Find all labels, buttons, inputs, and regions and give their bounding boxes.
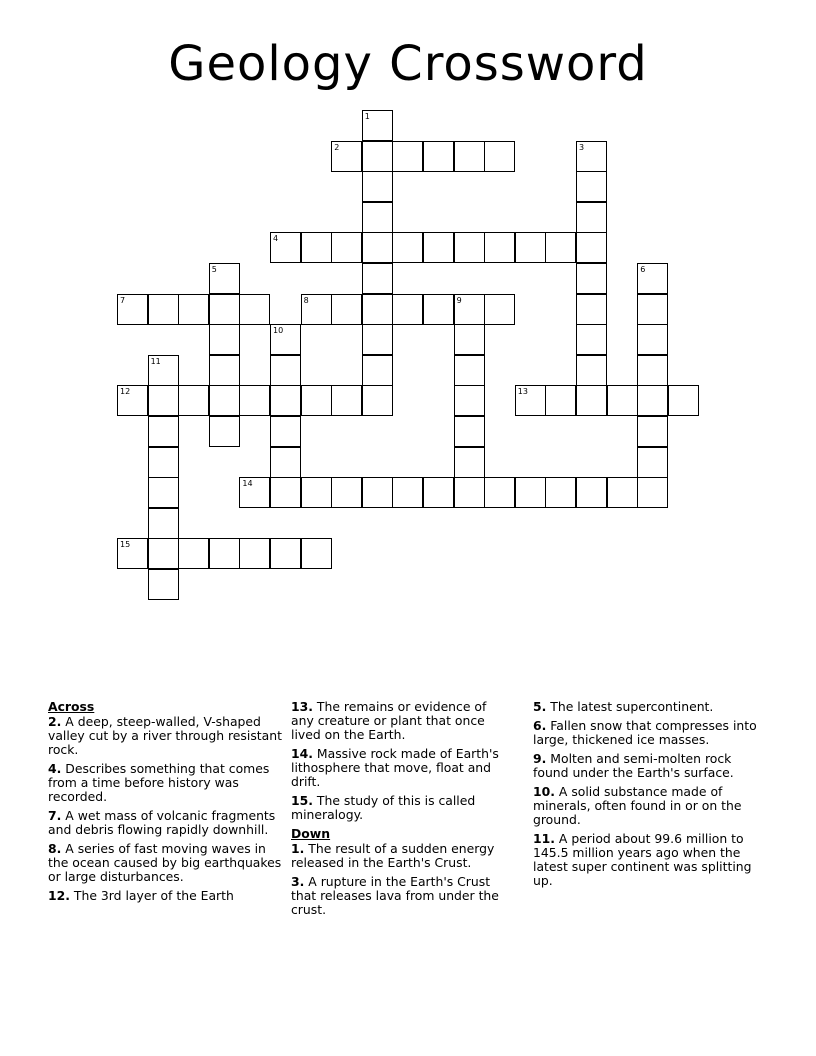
clue-down-10 [533,785,769,827]
clue-text: A rupture in the Earth's Crust that releases lava from under the crust. [291,874,499,917]
grid-cell[interactable] [515,385,546,416]
grid-cell[interactable] [270,355,301,386]
grid-cell[interactable] [362,355,393,386]
grid-cell[interactable] [270,324,301,355]
clue-text: The latest supercontinent. [550,699,714,714]
clues-column-1 [48,700,284,908]
grid-cell[interactable] [484,294,515,325]
grid-cell[interactable] [148,355,179,386]
grid-cell[interactable] [576,385,607,416]
grid-cell[interactable] [148,569,179,600]
grid-cell[interactable] [178,294,209,325]
grid-cell[interactable] [392,477,423,508]
grid-cell[interactable] [362,232,393,263]
grid-cell[interactable] [454,294,485,325]
grid-cell[interactable] [270,447,301,478]
grid-cell[interactable] [515,477,546,508]
grid-cell[interactable] [362,171,393,202]
grid-cell[interactable] [545,477,576,508]
grid-cell[interactable] [331,232,362,263]
clue-number: 15. [291,793,313,808]
clue-text: A solid substance made of minerals, often found in or on the ground. [533,784,742,827]
grid-cell[interactable] [362,294,393,325]
down-header: Down [291,826,331,841]
clue-number: 12. [48,888,70,903]
grid-cell[interactable] [301,294,332,325]
grid-cell[interactable] [637,355,668,386]
grid-cell[interactable] [637,477,668,508]
grid-cell[interactable] [270,385,301,416]
grid-cell[interactable] [239,477,270,508]
grid-cell[interactable] [148,385,179,416]
page-title: Geology Crossword [168,36,648,92]
clue-text: A period about 99.6 million to 145.5 million years ago when the latest super continent was splitting up. [533,831,752,888]
cell-number: 8 [303,295,309,305]
grid-cell[interactable] [209,263,240,294]
grid-cell[interactable] [576,477,607,508]
cell-number: 6 [640,265,646,274]
clue-number: 11. [533,831,555,846]
clue-across-12 [48,889,284,903]
grid-cell[interactable] [331,477,362,508]
clue-text: The 3rd layer of the Earth [73,888,234,903]
clue-text: Fallen snow that compresses into large, thickened ice masses. [533,718,757,747]
grid-cell[interactable] [637,385,668,416]
grid-cell[interactable] [178,385,209,416]
cell-number: 2 [334,142,340,152]
clues-column-3 [533,700,769,893]
grid-cell[interactable] [484,232,515,263]
grid-cell[interactable] [607,477,638,508]
grid-cell[interactable] [454,385,485,416]
grid-cell[interactable] [545,385,576,416]
clue-across-7 [48,809,284,837]
grid-cell[interactable] [515,232,546,263]
grid-cell[interactable] [301,385,332,416]
grid-cell[interactable] [637,447,668,478]
grid-cell[interactable] [239,538,270,569]
grid-cell[interactable] [148,477,179,508]
clue-across-14 [291,747,513,789]
grid-cell[interactable] [484,477,515,508]
grid-cell[interactable] [148,447,179,478]
grid-cell[interactable] [576,202,607,233]
clue-number: 6. [533,718,547,733]
grid-cell[interactable] [362,263,393,294]
cell-number: 12 [120,387,131,397]
cell-number: 4 [273,234,279,244]
clue-across-4 [48,762,284,804]
clue-number: 7. [48,808,62,823]
clue-down-5 [533,700,769,714]
grid-cell[interactable] [117,294,148,325]
clue-text: A wet mass of volcanic fragments and debris flowing rapidly downhill. [48,808,276,837]
clue-across-2 [48,715,284,757]
grid-cell[interactable] [454,355,485,386]
clue-text: A deep, steep-walled, V-shaped valley cut by a river through resistant rock. [48,714,282,757]
grid-cell[interactable] [239,294,270,325]
grid-cell[interactable] [362,385,393,416]
grid-cell[interactable] [117,538,148,569]
grid-cell[interactable] [392,294,423,325]
grid-cell[interactable] [637,294,668,325]
cell-number: 1 [364,112,370,121]
grid-cell[interactable] [454,141,485,172]
clue-text: Massive rock made of Earth's lithosphere that move, float and drift. [291,746,499,789]
grid-cell[interactable] [576,263,607,294]
grid-cell[interactable] [423,294,454,325]
grid-cell[interactable] [331,294,362,325]
clue-text: A series of fast moving waves in the ocean caused by big earthquakes or large disturbances. [48,841,282,884]
grid-cell[interactable] [362,110,393,141]
clue-number: 10. [533,784,555,799]
grid-cell[interactable] [209,416,240,447]
grid-cell[interactable] [209,385,240,416]
cell-number: 10 [273,326,284,336]
grid-cell[interactable] [607,385,638,416]
grid-cell[interactable] [637,324,668,355]
grid-cell[interactable] [209,324,240,355]
clue-number: 5. [533,699,547,714]
grid-cell[interactable] [209,538,240,569]
clue-number: 9. [533,751,547,766]
grid-cell[interactable] [637,416,668,447]
grid-cell[interactable] [209,355,240,386]
cell-number: 3 [579,142,585,152]
clue-text: Describes something that comes from a time before history was recorded. [48,761,270,804]
grid-cell[interactable] [209,294,240,325]
grid-cell[interactable] [148,294,179,325]
clue-number: 3. [291,874,305,889]
cell-number: 11 [150,356,161,366]
grid-cell[interactable] [423,141,454,172]
clue-number: 1. [291,841,305,856]
grid-cell[interactable] [301,477,332,508]
cell-number: 5 [211,265,217,274]
grid-cell[interactable] [148,538,179,569]
grid-cell[interactable] [484,141,515,172]
grid-cell[interactable] [576,294,607,325]
clue-down-6 [533,719,769,747]
cell-number: 13 [517,387,528,397]
clue-down-3 [291,875,513,917]
grid-cell[interactable] [331,141,362,172]
grid-cell[interactable] [270,416,301,447]
grid-cell[interactable] [423,477,454,508]
cell-number: 9 [456,295,462,305]
grid-cell[interactable] [454,232,485,263]
cell-number: 15 [120,540,131,550]
clue-down-1 [291,842,513,870]
clue-number: 2. [48,714,62,729]
clue-across-8 [48,842,284,884]
across-header: Across [48,699,95,714]
clue-number: 13. [291,699,313,714]
grid-cell[interactable] [362,141,393,172]
clue-text: The remains or evidence of any creature or plant that once lived on the Earth. [291,699,487,742]
grid-cell[interactable] [117,385,148,416]
clue-number: 8. [48,841,62,856]
clue-number: 4. [48,761,62,776]
grid-cell[interactable] [576,141,607,172]
grid-cell[interactable] [576,171,607,202]
grid-cell[interactable] [668,385,699,416]
grid-cell[interactable] [301,232,332,263]
grid-cell[interactable] [362,477,393,508]
grid-cell[interactable] [576,324,607,355]
clue-across-13 [291,700,513,742]
grid-cell[interactable] [454,416,485,447]
grid-cell[interactable] [270,538,301,569]
grid-cell[interactable] [331,385,362,416]
grid-cell[interactable] [454,324,485,355]
grid-cell[interactable] [392,232,423,263]
grid-cell[interactable] [270,232,301,263]
grid-cell[interactable] [454,447,485,478]
cell-number: 14 [242,479,253,489]
clue-down-11 [533,832,769,888]
clue-number: 14. [291,746,313,761]
clue-text: Molten and semi-molten rock found under the Earth's surface. [533,751,734,780]
clue-text: The result of a sudden energy released in the Earth's Crust. [291,841,495,870]
grid-cell[interactable] [637,263,668,294]
grid-cell[interactable] [454,477,485,508]
clue-across-15 [291,794,513,822]
grid-cell[interactable] [576,232,607,263]
grid-cell[interactable] [178,538,209,569]
grid-cell[interactable] [392,141,423,172]
cell-number: 7 [120,295,126,305]
grid-cell[interactable] [362,324,393,355]
grid-cell[interactable] [270,477,301,508]
grid-cell[interactable] [148,416,179,447]
grid-cell[interactable] [545,232,576,263]
clue-down-9 [533,752,769,780]
grid-cell[interactable] [301,538,332,569]
grid-cell[interactable] [362,202,393,233]
grid-cell[interactable] [239,385,270,416]
grid-cell[interactable] [148,508,179,539]
clue-text: The study of this is called mineralogy. [291,793,476,822]
grid-cell[interactable] [423,232,454,263]
clues-column-2 [291,700,513,922]
grid-cell[interactable] [576,355,607,386]
